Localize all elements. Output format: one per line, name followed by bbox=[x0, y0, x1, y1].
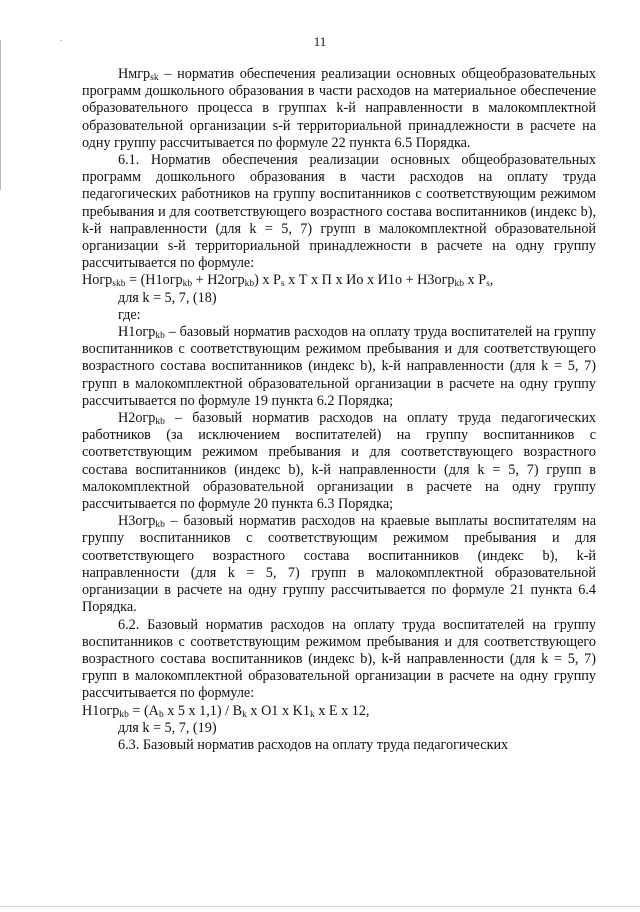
paragraph-nmgr-definition: Нмгр$_{sk}$ – норматив обеспечения реализации основных общеобразовательных программ дошкольного образования в части расходов на материальное обеспечение образовательного процесса в группах k-й направленности в малокомплектной образовательной организации s-й территориальной принадлежности в расчете на одну группу рассчитывается по формуле 22 пункта 6.5 Порядка. bbox=[82, 66, 596, 151]
formula-18-condition: для k = 5, 7, (18) bbox=[118, 289, 217, 306]
scan-edge-mark bbox=[0, 40, 1, 190]
definition-h2ogr: Н2огр$_{kb}$ – базовый норматив расходов на оплату труда педагогических работников (за исключением воспитателей) на группу воспитанников с соответствующим режимом пребывания и для соответствующего возрастного состава воспитанников (индекс b), k-й направленности (для k = 5, 7) групп в малокомплектной образовательной организации в расчете на одну группу рассчитывается по формуле 20 пункта 6.3 Порядка; bbox=[82, 410, 596, 513]
definition-h1ogr: Н1огр$_{kb}$ – базовый норматив расходов на оплату труда воспитателей на группу воспитанников с соответствующим режимом пребывания и для соответствующего возрастного состава воспитанников (индекс b), k-й направленности (для k = 5, 7) групп в малокомплектной образовательной организации в расчете на одну группу рассчитывается по формуле 19 пункта 6.2 Порядка; bbox=[82, 324, 596, 409]
page-number: 11 bbox=[313, 34, 327, 49]
scan-bottom-edge bbox=[0, 906, 640, 907]
paragraph-6-3: 6.3. Базовый норматив расходов на оплату труда педагогических bbox=[118, 736, 509, 753]
formula-18: Ногр$_{skb}$ = (Н1огр$_{kb}$ + Н2огр$_{kb}$) х $P_s$ х Т х П х Ио х И1о + Н3огр$_{kb}$ х $P_s$, bbox=[82, 272, 494, 290]
term-nmgr: Нмгр$_{sk}$ bbox=[118, 66, 159, 83]
paragraph-6-1: 6.1. Норматив обеспечения реализации основных общеобразовательных программ дошкольного образования в части расходов на оплату труда педагогических работников на группу воспитанников с соответствующим режимом пребывания и для соответствующего возрастного состава воспитанников (индекс b), k-й направленности (для k = 5, 7) групп в малокомплектной образовательной организации s-й территориальной принадлежности в расчете на одну группу рассчитывается по формуле: bbox=[82, 152, 596, 272]
formula-19: $Н1огр_{kb} = (A_b$ х 5 х $1,1) / B_k$ х О1 х $K1_k$ х Е х 12, bbox=[82, 702, 370, 720]
formula-19-condition: для k = 5, 7, (19) bbox=[118, 719, 217, 736]
term-h2ogr: Н2огр$_{kb}$ bbox=[118, 410, 165, 428]
term-h3ogr: Н3огр$_{kb}$ bbox=[118, 513, 165, 531]
document-body bbox=[82, 66, 596, 754]
definition-h3ogr: Н3огр$_{kb}$ – базовый норматив расходов на краевые выплаты воспитателям на группу воспитанников с соответствующим режимом пребывания и для соответствующего возрастного состава воспитанников (индекс b), k-й направленности (для k = 5, 7) групп в малокомплектной образовательной организации в расчете на одну группу рассчитывается по формуле 21 пункта 6.4 Порядка. bbox=[82, 513, 596, 616]
paragraph-6-2: 6.2. Базовый норматив расходов на оплату труда воспитателей на группу воспитанников с соответствующим режимом пребывания и для соответствующего возрастного состава воспитанников (индекс b), k-й направленности (для k = 5, 7) групп в малокомплектной образовательной организации в расчете на одну группу рассчитывается по формуле: bbox=[82, 616, 596, 702]
term-h1ogr: Н1огр$_{kb}$ bbox=[118, 324, 165, 342]
where-label: где: bbox=[118, 306, 141, 323]
